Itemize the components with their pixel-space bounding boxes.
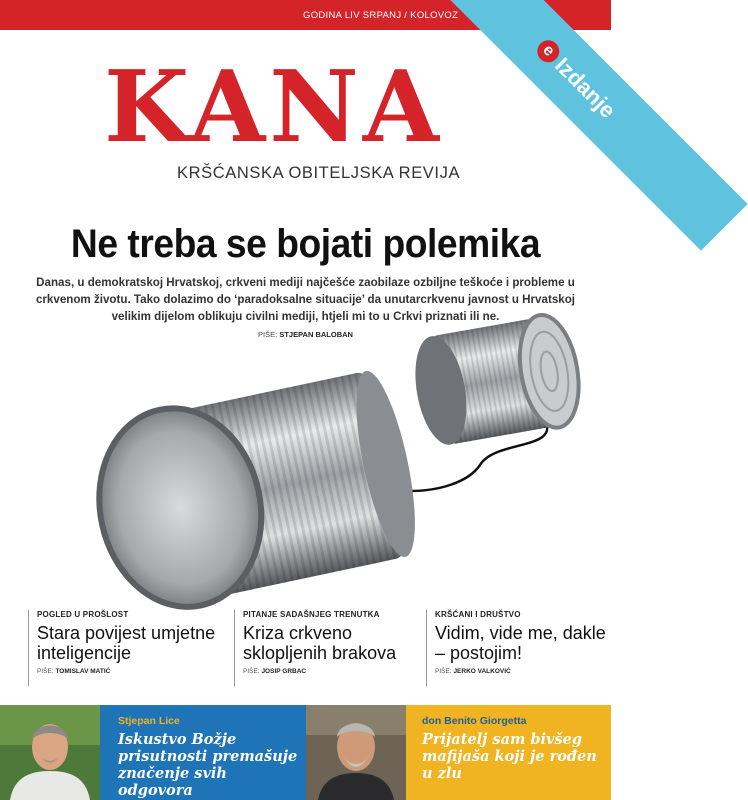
article-kicker: POGLED U PROŠLOST (37, 610, 129, 619)
article-title: Vidim, vide me, dakle – postojim! (435, 623, 606, 663)
feature-box-2[interactable] (306, 705, 611, 800)
article-author: PIŠE: JERKO VALKOVIĆ (435, 668, 511, 675)
article-kicker: PITANJE SADAŠNJEG TRENUTKA (243, 610, 380, 619)
masthead-tagline: KRŠĆANSKA OBITELJSKA REVIJA (177, 164, 461, 182)
cover-headline: Ne treba se bojati polemika (70, 222, 541, 266)
byline-prefix: PIŠE: (258, 330, 278, 339)
portrait-photo (0, 705, 100, 800)
feature-name: don Benito Giorgetta (422, 715, 527, 727)
feature-name: Stjepan Lice (118, 715, 180, 727)
article-teaser-1[interactable] (28, 610, 227, 686)
e-badge-icon: e (533, 36, 564, 67)
article-teasers (0, 610, 611, 702)
byline-author: STJEPAN BALOBAN (279, 330, 353, 339)
article-title: Kriza crkveno sklopljenih brakova (243, 623, 397, 663)
tin-can-telephone-image (0, 300, 611, 600)
logo-wordmark: KANA (104, 50, 443, 165)
article-teaser-2[interactable] (234, 610, 423, 686)
feature-strip (0, 705, 611, 800)
article-author: PIŠE: TOMISLAV MATIĆ (37, 668, 111, 675)
article-author: PIŠE: JOSIP GRBAC (243, 668, 307, 675)
cover-lead: Danas, u demokratskoj Hrvatskoj, crkveni mediji najčešće zaobilaze ozbiljne teškoće i probleme u crkvenom životu. Tako dolazimo do ‘paradoksalne situacije’ da unutarcrkvenu javnost u Hrvatskoj velikim dijelom oblikuju civilni mediji, htjeli mi to u Crkvi priznati ili ne. (35, 276, 576, 323)
feature-quote: Iskustvo Božje prisutnosti premašuje značenje svih odgovora (118, 731, 298, 799)
e-edition-ribbon[interactable] (432, 0, 747, 251)
article-title: Stara povijest umjetne inteligencije (37, 623, 216, 663)
e-edition-label: Izdanje (550, 52, 621, 123)
ribbon-clip (0, 0, 621, 260)
portrait-photo (306, 705, 406, 800)
feature-box-1[interactable] (0, 705, 306, 800)
article-teaser-3[interactable] (426, 610, 615, 686)
issue-info: GODINA LIV SRPANJ / KOLOVOZ (303, 10, 459, 21)
feature-quote: Prijatelj sam bivšeg mafijaša koji je rođen u zlu (422, 731, 597, 782)
article-kicker: KRŠĆANI I DRUŠTVO (435, 610, 521, 619)
